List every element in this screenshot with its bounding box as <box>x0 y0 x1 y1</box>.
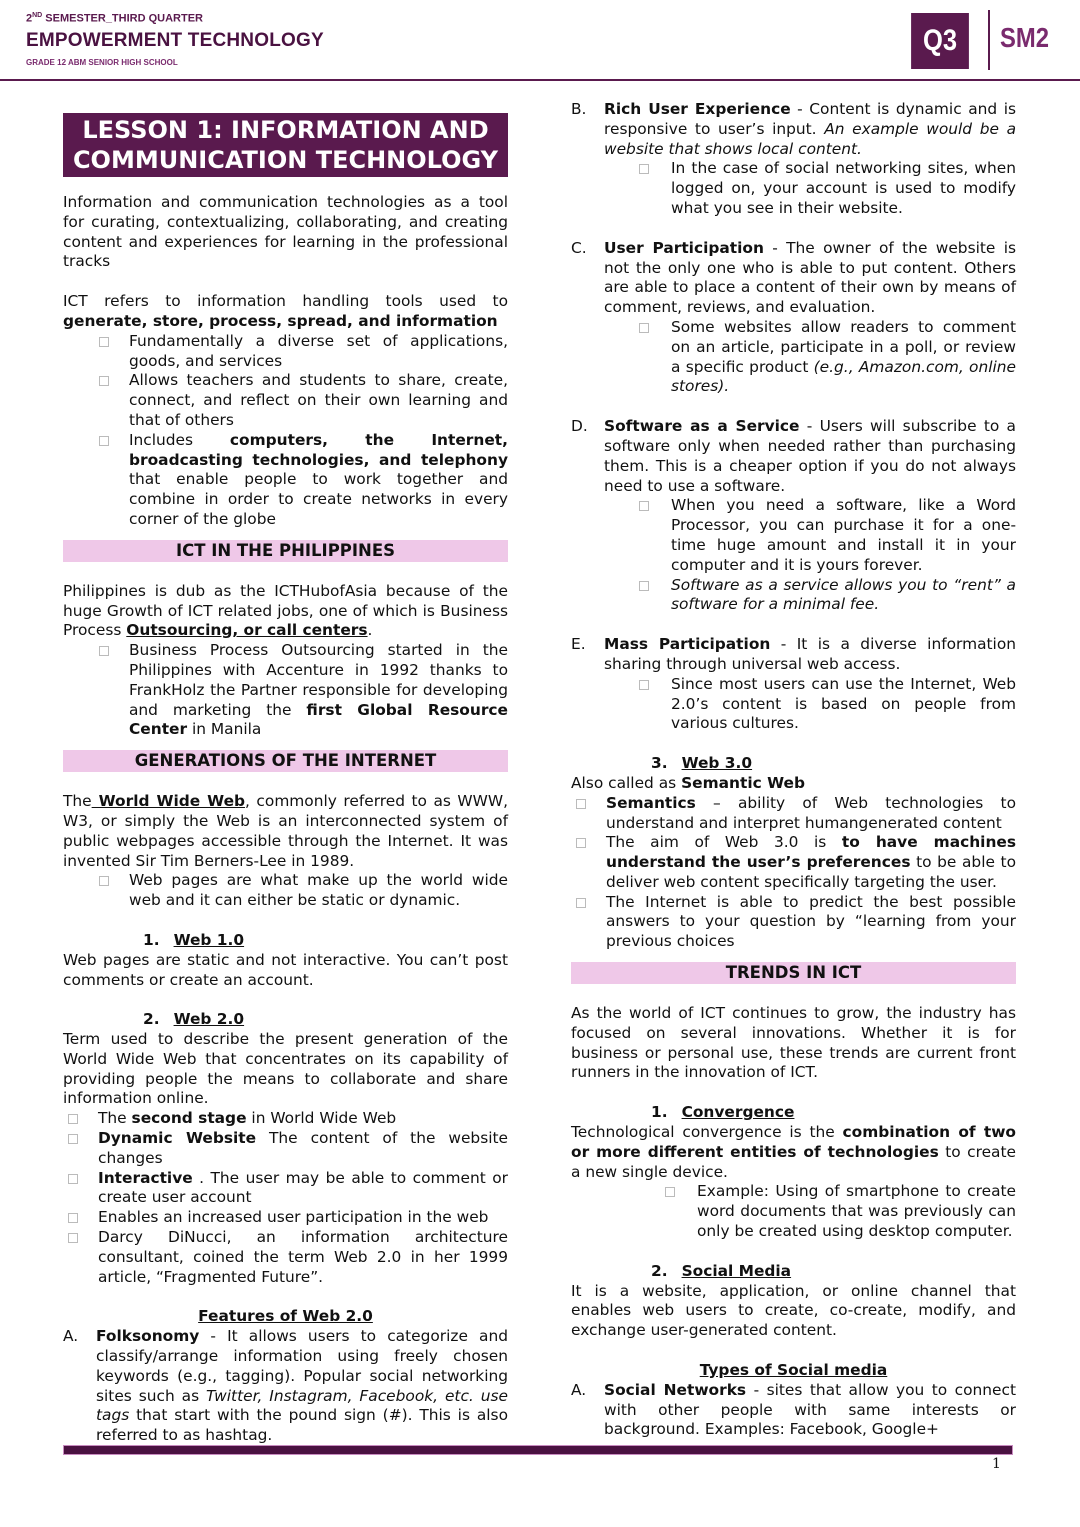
checkbox-bullet-icon <box>665 1187 675 1197</box>
list-item: Some websites allow readers to comment on an article, participate in a poll, or review a specific product (e.g., Amazon.com, online stores). <box>571 318 1016 397</box>
checkbox-bullet-icon <box>639 323 649 333</box>
footer-rule <box>64 1446 1012 1454</box>
list-item: Since most users can use the Internet, Web 2.0’s content is based on people from various cultures. <box>571 675 1016 734</box>
trends-intro: As the world of ICT continues to grow, the industry has focused on several innovations. Whether it is for business or personal use, these trends are current front runners in the innovation of ICT. <box>571 1004 1016 1082</box>
checkbox-bullet-icon <box>576 838 586 848</box>
subheading-convergence: 1. Convergence <box>651 1103 795 1122</box>
header-divider <box>988 10 990 70</box>
module-label: SM2 <box>1000 22 1049 53</box>
page-number: 1 <box>992 1456 1001 1472</box>
grade-label: GRADE 12 ABM SENIOR HIGH SCHOOL <box>26 58 178 67</box>
right-column <box>571 100 1016 1440</box>
checkbox-bullet-icon <box>99 337 109 347</box>
checkbox-bullet-icon <box>99 646 109 656</box>
subject-title: EMPOWERMENT TECHNOLOGY <box>26 30 324 51</box>
types-heading: Types of Social media <box>699 1361 888 1380</box>
intro-paragraph: Information and communication technologies as a tool for curating, contextualizing, collaborating, and creating content and experiences for learning in the professional tracks <box>63 193 508 271</box>
subheading-web3: 3. Web 3.0 <box>651 754 753 773</box>
lesson-title: LESSON 1: INFORMATION AND COMMUNICATION TECHNOLOGY <box>63 113 508 177</box>
checkbox-bullet-icon <box>576 799 586 809</box>
list-item: Interactive . The user may be able to comment or create user account <box>63 1169 508 1209</box>
feature-item-folksonomy: A. Folksonomy - It allows users to categorize and classify/arrange information using freely chosen keywords (e.g., tagging). Popular social networking sites such as Twitter, Instagram, Facebook, etc. use tags that start with the pound sign (#). This is also referred to as hashtag. <box>63 1327 508 1445</box>
semester-label: 2ND SEMESTER_THIRD QUARTER <box>26 12 203 25</box>
list-item: Web pages are what make up the world wide web and it can either be static or dynamic. <box>63 871 508 911</box>
list-item: Fundamentally a diverse set of applications, goods, and services <box>63 332 508 372</box>
feature-item-user-participation: C. User Participation - The owner of the website is not the only one who is able to put content. Others are able to place a content of their own by means of comment, reviews, and evaluation. <box>571 238 1017 317</box>
checkbox-bullet-icon <box>639 581 649 591</box>
section-heading-generations: GENERATIONS OF THE INTERNET <box>63 750 508 772</box>
list-item: In the case of social networking sites, when logged on, your account is used to modify what you see in their website. <box>571 159 1016 218</box>
philippines-paragraph: Philippines is dub as the ICTHubofAsia because of the huge Growth of ICT related jobs, one of which is Business Process Outsourcing, or call centers. <box>63 581 508 640</box>
web1-paragraph: Web pages are static and not interactive. You can’t post comments or create an account. <box>63 950 508 989</box>
checkbox-bullet-icon <box>68 1233 78 1243</box>
list-item: Allows teachers and students to share, create, connect, and reflect on their own learning and that of others <box>63 371 508 430</box>
checkbox-bullet-icon <box>639 680 649 690</box>
checkbox-bullet-icon <box>99 876 109 886</box>
web2-paragraph: Term used to describe the present generation of the World Wide Web that concentrates on its capability of providing people the means to collaborate and share information online. <box>63 1030 508 1108</box>
list-item: Darcy DiNucci, an information architecture consultant, coined the term Web 2.0 in her 1999 article, “Fragmented Future”. <box>63 1228 508 1287</box>
header-rule <box>0 79 1080 81</box>
checkbox-bullet-icon <box>68 1174 78 1184</box>
checkbox-bullet-icon <box>639 164 649 174</box>
list-item: Enables an increased user participation in the web <box>63 1208 508 1228</box>
social-media-paragraph: It is a website, application, or online channel that enables web users to create, co-create, modify, and exchange user-generated content. <box>571 1281 1016 1340</box>
web3-also-called: Also called as Semantic Web <box>571 773 805 792</box>
checkbox-bullet-icon <box>68 1134 78 1144</box>
checkbox-bullet-icon <box>639 501 649 511</box>
checkbox-bullet-icon <box>99 436 109 446</box>
convergence-paragraph: Technological convergence is the combination of two or more different entities of technologies to create a new single device. <box>571 1123 1017 1181</box>
section-heading-trends: TRENDS IN ICT <box>571 962 1016 984</box>
checkbox-bullet-icon <box>68 1213 78 1223</box>
checkbox-bullet-icon <box>99 376 109 386</box>
subheading-social-media: 2. Social Media <box>651 1261 792 1280</box>
type-item-social-networks: A. Social Networks - sites that allow you to connect with other people with same interests or background. Examples: Facebook, Google+ <box>571 1380 1016 1439</box>
list-item: Business Process Outsourcing started in the Philippines with Accenture in 1992 thanks to FrankHolz the Partner responsible for developing and marketing the first Global Resource Center in Manila <box>63 641 508 740</box>
features-heading: Features of Web 2.0 <box>198 1307 373 1326</box>
quarter-badge: Q3 <box>911 13 969 69</box>
left-column <box>63 100 508 1446</box>
list-item: Includes computers, the Internet, broadcasting technologies, and telephony that enable people to work together and combine in order to create networks in every corner of the globe <box>63 431 508 530</box>
page-header <box>0 0 1080 82</box>
subheading-web2: 2. Web 2.0 <box>143 1010 245 1029</box>
list-item: The second stage in World Wide Web <box>63 1109 508 1129</box>
list-item: Example: Using of smartphone to create word documents that was previously can only be created using desktop computer. <box>571 1182 1016 1241</box>
list-item: When you need a software, like a Word Processor, you can purchase it for a one-time huge amount and install it in your computer and it is yours forever. <box>571 496 1016 575</box>
list-item: Dynamic Website The content of the website changes <box>63 1129 508 1169</box>
list-item: The Internet is able to predict the best possible answers to your question by “learning from your previous choices <box>571 893 1016 952</box>
list-item: The aim of Web 3.0 is to have machines understand the user’s preferences to be able to deliver web content specifically targeting the user. <box>571 833 1016 892</box>
feature-item-rich-ux: B. Rich User Experience - Content is dynamic and is responsive to user’s input. An example would be a website that shows local content. <box>571 100 1016 158</box>
ict-definition: ICT refers to information handling tools used to generate, store, process, spread, and information <box>63 292 508 330</box>
list-item: Semantics – ability of Web technologies to understand and interpret humangenerated content <box>571 794 1016 834</box>
list-item: Software as a service allows you to “rent” a software for a minimal fee. <box>571 576 1016 616</box>
www-paragraph: The World Wide Web, commonly referred to as WWW, W3, or simply the Web is an interconnected system of public webpages accessible through the Internet. It was invented Sir Tim Berners-Lee in 1989. <box>63 792 508 870</box>
section-heading-ict-philippines: ICT IN THE PHILIPPINES <box>63 540 508 562</box>
feature-item-mass-participation: E. Mass Participation - It is a diverse information sharing through universal web access. <box>571 635 1016 673</box>
checkbox-bullet-icon <box>576 898 586 908</box>
feature-item-saas: D. Software as a Service - Users will subscribe to a software only when needed rather than purchasing them. This is a cheaper option if you do not always need to use a software. <box>571 417 1016 495</box>
checkbox-bullet-icon <box>68 1114 78 1124</box>
subheading-web1: 1. Web 1.0 <box>143 930 245 949</box>
